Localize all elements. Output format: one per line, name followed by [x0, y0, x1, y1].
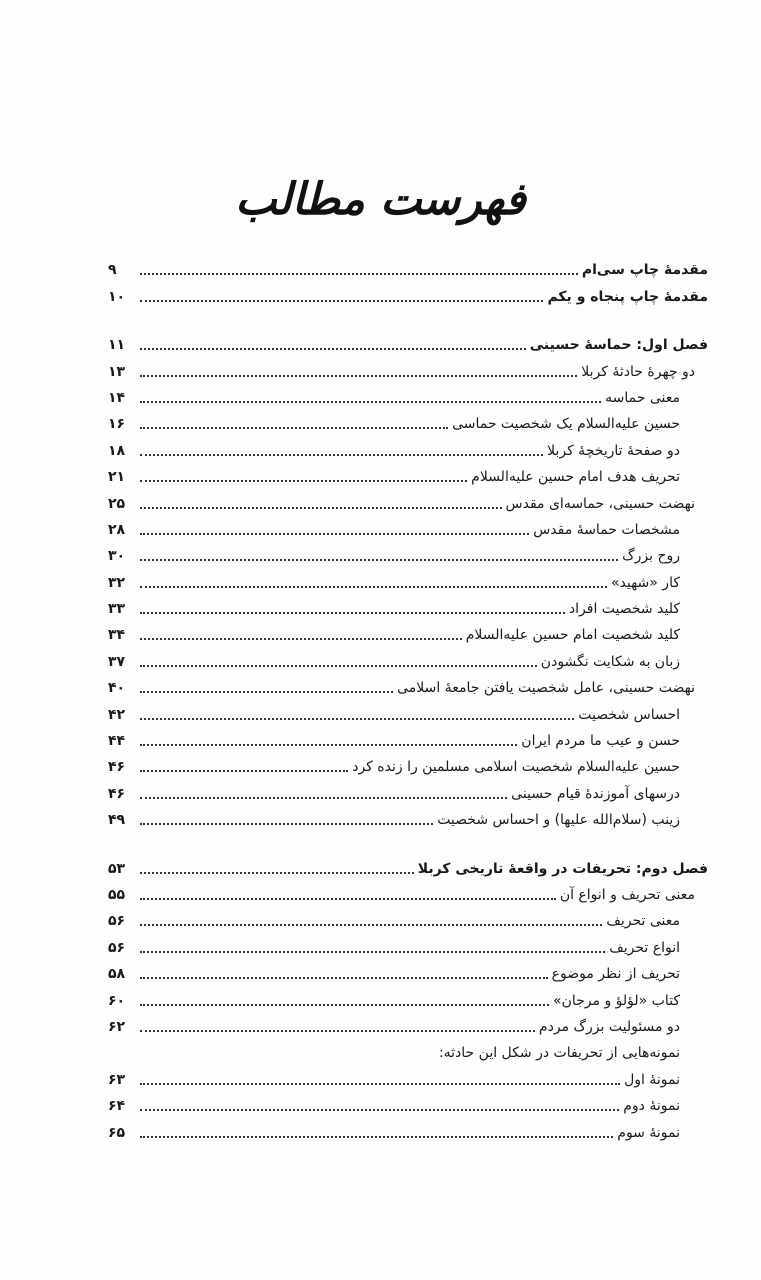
toc-entry-label: تحریف از نظر موضوع: [551, 966, 680, 983]
leader-dots: [140, 1082, 620, 1085]
toc-entry-label: حسن و عیب ما مردم ایران: [521, 733, 680, 750]
toc-entry-label: نمونۀ اول: [624, 1071, 680, 1088]
toc-entry-label: کار «شهید»: [610, 574, 680, 591]
toc-entry: [108, 1117, 708, 1143]
toc-entry-label: درسهای آموزندۀ قیام حسینی: [511, 785, 680, 802]
toc-entry-label: زینب (سلام‌الله علیها) و احساس شخصیت: [437, 812, 680, 829]
toc-entry: [108, 959, 708, 985]
toc-entry-label: نمونۀ دوم: [623, 1098, 680, 1115]
leader-dots: [140, 871, 414, 874]
toc-entry-label: کلید شخصیت افراد: [568, 601, 680, 618]
leader-dots: [140, 637, 462, 640]
leader-dots: [140, 347, 526, 350]
toc-entry-page-number: ۵۶: [108, 939, 126, 956]
toc-entry: [108, 281, 708, 307]
toc-entry: [108, 620, 708, 646]
toc-entry-page-number: ۶۴: [108, 1098, 126, 1115]
toc-entry-label: حسین علیه‌السلام یک شخصیت حماسی: [452, 416, 680, 433]
toc-entry: [108, 356, 708, 382]
toc-entry: [108, 932, 708, 958]
toc-entry-page-number: ۱۳: [108, 363, 126, 380]
toc-entry-label: مقدمۀ چاپ سی‌ام: [581, 262, 708, 279]
toc-entry-page-number: ۱۶: [108, 416, 126, 433]
toc-entry-label: نهضت حسینی، عامل شخصیت یافتن جامعۀ اسلامی: [397, 680, 695, 697]
leader-dots: [140, 769, 348, 772]
leader-dots: [140, 717, 574, 720]
toc-entry-page-number: ۵۳: [108, 860, 126, 877]
toc-entry: [108, 805, 708, 831]
toc-entry: [108, 985, 708, 1011]
toc-entry-page-number: ۶۵: [108, 1124, 126, 1141]
leader-dots: [140, 976, 548, 979]
toc-entry: [108, 515, 708, 541]
toc-entry-label: معنی تحریف و انواع آن: [559, 886, 695, 903]
toc-entry-label: فصل دوم: تحریفات در واقعۀ تاریخی کربلا: [417, 860, 708, 877]
toc-entry: [108, 435, 708, 461]
toc-entry: [108, 673, 708, 699]
toc-entry: [108, 1012, 708, 1038]
leader-dots: [140, 611, 565, 614]
toc-entry-label: احساس شخصیت: [578, 706, 680, 723]
toc-entry-label: زبان به شکایت نگشودن: [540, 653, 680, 670]
toc-entry-label: معنی حماسه: [605, 389, 680, 406]
leader-dots: [140, 1135, 613, 1138]
toc-entry-page-number: ۱۴: [108, 389, 126, 406]
toc-entry-page-number: ۲۵: [108, 495, 126, 512]
toc-entry-page-number: ۳۳: [108, 601, 126, 618]
toc-entry-label: نهضت حسینی، حماسه‌ای مقدس: [505, 495, 695, 512]
leader-dots: [140, 453, 543, 456]
leader-dots: [140, 664, 537, 667]
toc-entry-label: کلید شخصیت امام حسین علیه‌السلام: [465, 627, 680, 644]
toc-entry-page-number: ۶۰: [108, 992, 126, 1009]
leader-dots: [140, 743, 517, 746]
leader-dots: [140, 1029, 535, 1032]
toc-entry: [108, 1064, 708, 1090]
leader-dots: [140, 897, 556, 900]
leader-dots: [140, 1108, 619, 1111]
leader-dots: [140, 585, 607, 588]
toc-entry-page-number: ۴۰: [108, 680, 126, 697]
toc-entry: [108, 1038, 708, 1064]
toc-entry-page-number: ۵۶: [108, 913, 126, 930]
leader-dots: [140, 950, 605, 953]
toc-entry: [108, 778, 708, 804]
leader-dots: [140, 426, 448, 429]
toc-entry-page-number: ۳۰: [108, 548, 126, 565]
toc-entry-page-number: ۴۴: [108, 733, 126, 750]
toc-entry-page-number: ۹: [108, 262, 117, 279]
toc-entry-page-number: ۶۳: [108, 1071, 126, 1088]
toc-entry-page-number: ۳۴: [108, 627, 126, 644]
toc-entry: [108, 906, 708, 932]
toc-entry: [108, 699, 708, 725]
toc-entry: [108, 726, 708, 752]
toc-entry: [108, 752, 708, 778]
leader-dots: [140, 506, 502, 509]
leader-dots: [140, 299, 543, 302]
toc-entry-page-number: ۶۲: [108, 1018, 126, 1035]
leader-dots: [140, 374, 577, 377]
leader-dots: [140, 796, 507, 799]
toc-entry-page-number: ۱۸: [108, 442, 126, 459]
table-of-contents: [108, 255, 708, 1144]
leader-dots: [140, 400, 601, 403]
toc-entry: [108, 488, 708, 514]
toc-entry-label: نمونه‌هایی از تحریفات در شکل این حادثه:: [438, 1045, 680, 1062]
toc-entry-page-number: ۱۱: [108, 337, 126, 354]
toc-entry-label: مقدمۀ چاپ پنجاه و یکم: [547, 288, 708, 305]
toc-entry: [108, 646, 708, 672]
toc-entry-label: دو صفحۀ تاریخچۀ کربلا: [547, 442, 680, 459]
leader-dots: [140, 532, 529, 535]
leader-dots: [140, 690, 393, 693]
leader-dots: [140, 822, 433, 825]
toc-entry-label: تحریف هدف امام حسین علیه‌السلام: [471, 469, 680, 486]
toc-entry: [108, 330, 708, 356]
toc-entry-label: فصل اول: حماسۀ حسینی: [529, 337, 708, 354]
toc-entry-page-number: ۵۸: [108, 966, 126, 983]
toc-entry: [108, 255, 708, 281]
toc-entry: [108, 594, 708, 620]
toc-entry-page-number: ۲۸: [108, 521, 126, 538]
toc-entry: [108, 1091, 708, 1117]
toc-entry-label: نمونۀ سوم: [617, 1124, 680, 1141]
toc-entry-page-number: ۴۶: [108, 759, 126, 776]
toc-entry-label: دو چهرۀ حادثۀ کربلا: [581, 363, 695, 380]
toc-entry-page-number: ۳۲: [108, 574, 126, 591]
toc-entry-label: حسین علیه‌السلام شخصیت اسلامی مسلمین را زنده کرد: [352, 759, 680, 776]
toc-entry: [108, 880, 708, 906]
toc-entry-label: معنی تحریف: [606, 913, 680, 930]
page-title: فهرست مطالب: [235, 174, 526, 225]
toc-entry-page-number: ۳۷: [108, 653, 126, 670]
toc-entry-page-number: ۴۲: [108, 706, 126, 723]
toc-entry-label: دو مسئولیت بزرگ مردم: [538, 1018, 680, 1035]
leader-dots: [140, 272, 578, 275]
toc-entry: [108, 567, 708, 593]
leader-dots: [140, 479, 467, 482]
toc-entry-label: روح بزرگ: [622, 548, 680, 565]
leader-dots: [140, 1003, 549, 1006]
toc-entry-page-number: ۴۹: [108, 812, 126, 829]
toc-entry-label: انواع تحریف: [609, 939, 680, 956]
toc-entry: [108, 462, 708, 488]
toc-entry-label: کتاب «لؤلؤ و مرجان»: [553, 992, 680, 1009]
toc-entry-page-number: ۱۰: [108, 288, 126, 305]
leader-dots: [140, 558, 618, 561]
toc-entry: [108, 853, 708, 879]
toc-entry-page-number: ۵۵: [108, 886, 126, 903]
toc-entry: [108, 383, 708, 409]
toc-entry-label: مشخصات حماسۀ مقدس: [533, 521, 680, 538]
toc-entry: [108, 409, 708, 435]
leader-dots: [140, 923, 602, 926]
toc-entry: [108, 541, 708, 567]
toc-entry-page-number: ۲۱: [108, 469, 126, 486]
leader-dots: [140, 1057, 435, 1058]
toc-entry-page-number: ۴۶: [108, 785, 126, 802]
